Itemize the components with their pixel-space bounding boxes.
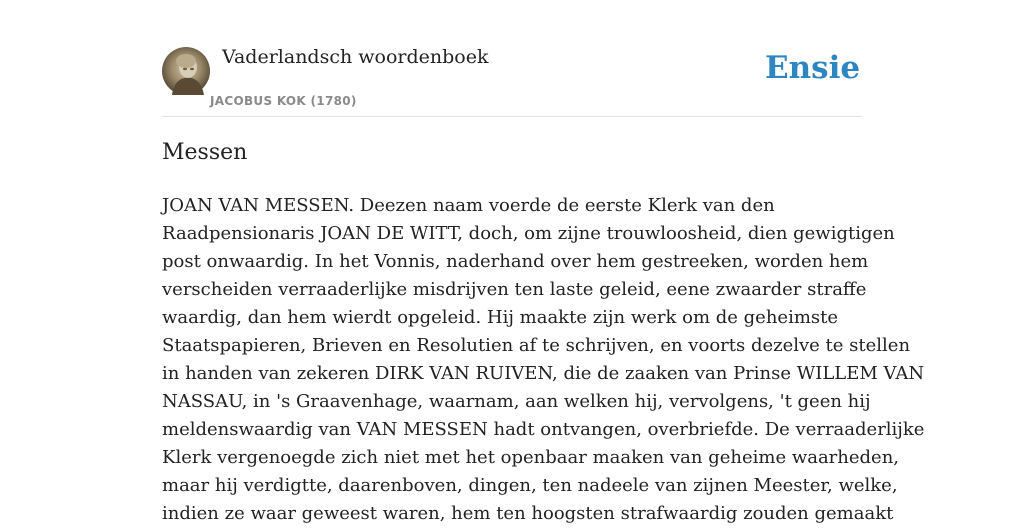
entry-text-line: meldenswaardig van VAN MESSEN hadt ontvangen, overbriefde. De verraaderlijke [162,419,925,440]
entry-text-line: post onwaardig. In het Vonnis, naderhand over hem gestreeken, worden hem [162,251,869,272]
ensie-logo[interactable]: Ensie [765,50,861,86]
entry-text-line: Klerk vergenoegde zich niet met het openbaar maaken van geheime waarheden, [162,447,900,468]
author-avatar[interactable] [162,47,210,95]
entry-text-line: NASSAU, in 's Graavenhage, waarnam, aan welken hij, vervolgens, 't geen hij [162,391,871,412]
entry-body [162,192,925,528]
entry-title: Messen [162,140,248,165]
header [162,0,862,117]
entry-text-line: maar hij verdigtte, daarenboven, dingen, ten nadeele van zijnen Meester, welke, [162,475,898,496]
book-title[interactable]: Vaderlandsch woordenboek [222,46,489,68]
entry-text-line: JOAN VAN MESSEN. Deezen naam voerde de eerste Klerk van den [162,195,775,216]
author-name[interactable]: JACOBUS KOK (1780) [210,94,357,108]
entry-text-line: Raadpensionaris JOAN DE WITT, doch, om zijne trouwloosheid, dien gewigtigen [162,223,895,244]
author-portrait-icon [162,47,210,95]
entry-text-line: indien ze waar geweest waren, hem ten hoogsten strafwaardig zouden gemaakt [162,503,894,524]
entry-text-line: in handen van zekeren DIRK VAN RUIVEN, die de zaaken van Prinse WILLEM VAN [162,363,925,384]
entry-text-line: Staatspapieren, Brieven en Resolutien af te schrijven, en voorts dezelve te stellen [162,335,911,356]
entry-text-line: verscheiden verraaderlijke misdrijven ten laste geleid, eene zwaarder straffe [162,279,867,300]
entry-text-line: waardig, dan hem wierdt opgeleid. Hij maakte zijn werk om de geheimste [162,307,839,328]
